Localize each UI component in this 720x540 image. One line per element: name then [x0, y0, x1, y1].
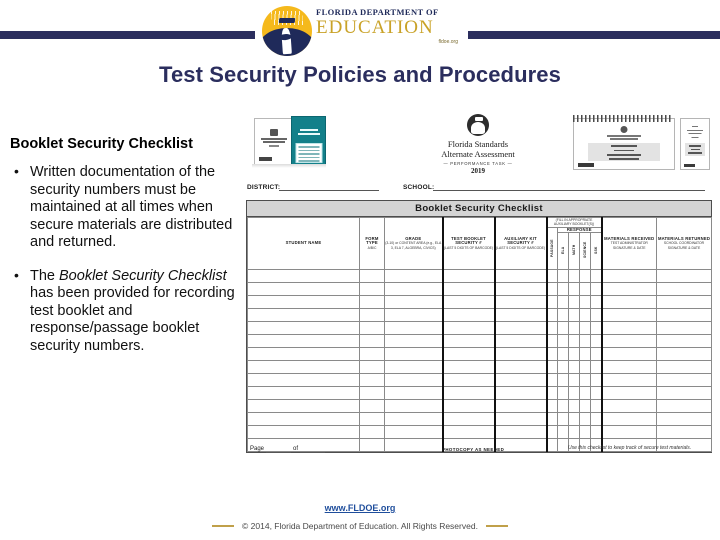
table-cell[interactable] [248, 412, 360, 425]
checklist-grid [247, 217, 712, 452]
table-cell[interactable] [558, 308, 569, 321]
col-materials-returned: MATERIALS RETURNED SCHOOL COORDINATOR SIGNATURE & DATE [657, 218, 712, 270]
col-form-type: FORM TYPE A/B/C [360, 218, 385, 270]
table-cell[interactable] [602, 399, 657, 412]
table-cell[interactable] [602, 295, 657, 308]
table-cell[interactable] [657, 347, 712, 360]
table-cell[interactable] [443, 295, 495, 308]
col-response-ela: ELA [558, 233, 569, 269]
table-cell[interactable] [657, 399, 712, 412]
table-cell[interactable] [569, 425, 580, 438]
fldoe-website-link[interactable]: www.FLDOE.org [324, 503, 396, 513]
table-cell[interactable] [657, 425, 712, 438]
table-cell[interactable] [385, 321, 443, 334]
table-cell[interactable] [360, 399, 385, 412]
table-cell[interactable] [602, 373, 657, 386]
logo-line-2: EDUCATION [316, 17, 434, 38]
table-cell[interactable] [248, 334, 360, 347]
table-cell[interactable] [547, 412, 558, 425]
table-cell[interactable] [580, 386, 591, 399]
table-cell[interactable] [443, 334, 495, 347]
table-cell[interactable] [558, 321, 569, 334]
table-cell[interactable] [443, 399, 495, 412]
table-cell[interactable] [248, 386, 360, 399]
table-row[interactable] [248, 269, 712, 282]
table-cell[interactable] [591, 295, 602, 308]
col-passage: PASSAGE [547, 227, 558, 269]
table-cell[interactable] [443, 412, 495, 425]
bullet-text-1: Written documentation of the security numbers must be maintained at all times when secure materials are distributed and returned. [30, 164, 233, 250]
masthead-line-1: Florida Standards [447, 139, 509, 149]
table-row[interactable] [248, 321, 712, 334]
table-cell[interactable] [602, 360, 657, 373]
table-cell[interactable] [360, 269, 385, 282]
bullet-text-2-suffix: has been provided for recording test booklet and response/passage booklet security numbers. [30, 285, 235, 354]
table-cell[interactable] [547, 295, 558, 308]
table-cell[interactable] [657, 360, 712, 373]
col-response-group: RESPONSE [558, 227, 602, 232]
table-cell[interactable] [657, 321, 712, 334]
table-cell[interactable] [360, 347, 385, 360]
table-cell[interactable] [558, 269, 569, 282]
table-cell[interactable] [591, 321, 602, 334]
table-cell[interactable] [558, 425, 569, 438]
spiral-coil [573, 115, 673, 122]
masthead-subtitle: — PERFORMANCE TASK — [443, 161, 513, 166]
table-cell[interactable] [547, 360, 558, 373]
table-cell[interactable] [569, 386, 580, 399]
table-cell[interactable] [385, 334, 443, 347]
table-cell[interactable] [657, 373, 712, 386]
table-cell[interactable] [385, 308, 443, 321]
table-row[interactable] [248, 347, 712, 360]
table-cell[interactable] [443, 425, 495, 438]
content-column [8, 136, 246, 371]
slide-footer [0, 498, 720, 531]
table-cell[interactable] [360, 295, 385, 308]
table-cell[interactable] [591, 425, 602, 438]
table-cell[interactable] [569, 412, 580, 425]
table-cell[interactable] [248, 425, 360, 438]
table-cell[interactable] [558, 347, 569, 360]
table-cell[interactable] [495, 386, 547, 399]
photocopy-note: PHOTOCOPY AS NEEDED [442, 447, 505, 452]
table-cell[interactable] [495, 360, 547, 373]
table-cell[interactable] [385, 399, 443, 412]
table-cell[interactable] [569, 399, 580, 412]
booklet-security-checklist-document [243, 112, 713, 487]
table-cell[interactable] [591, 412, 602, 425]
table-cell[interactable] [657, 282, 712, 295]
table-cell[interactable] [495, 334, 547, 347]
table-row[interactable] [248, 425, 712, 438]
table-cell[interactable] [580, 373, 591, 386]
table-cell[interactable] [443, 282, 495, 295]
usage-note: Use this checklist to keep track of secure test materials. [568, 445, 692, 451]
table-cell[interactable] [602, 386, 657, 399]
table-cell[interactable] [495, 373, 547, 386]
table-cell[interactable] [360, 412, 385, 425]
table-cell[interactable] [602, 334, 657, 347]
col-auxiliary-kit-security: AUXILIARY KIT SECURITY # (LAST 5 DIGITS OF BARCODE) [495, 218, 547, 270]
table-cell[interactable] [248, 295, 360, 308]
table-cell[interactable] [580, 360, 591, 373]
table-cell[interactable] [602, 282, 657, 295]
masthead-line-2: Alternate Assessment [441, 149, 515, 159]
table-row[interactable] [248, 386, 712, 399]
footer-dash-left [212, 525, 234, 527]
table-cell[interactable] [443, 386, 495, 399]
fldoe-logo [258, 4, 468, 58]
table-cell[interactable] [385, 373, 443, 386]
logo-wordmark [316, 7, 466, 45]
table-row[interactable] [248, 295, 712, 308]
table-cell[interactable] [580, 334, 591, 347]
table-cell[interactable] [248, 321, 360, 334]
table-cell[interactable] [580, 269, 591, 282]
table-cell[interactable] [360, 321, 385, 334]
table-cell[interactable] [248, 373, 360, 386]
table-cell[interactable] [657, 412, 712, 425]
checklist-rows [248, 269, 712, 451]
table-cell[interactable] [569, 347, 580, 360]
test-booklet-teal-image [291, 116, 326, 168]
table-cell[interactable] [495, 282, 547, 295]
table-cell[interactable] [580, 295, 591, 308]
table-cell[interactable] [547, 321, 558, 334]
table-cell[interactable] [547, 425, 558, 438]
table-cell[interactable] [360, 425, 385, 438]
table-cell[interactable] [385, 425, 443, 438]
table-cell[interactable] [360, 386, 385, 399]
table-cell[interactable] [248, 347, 360, 360]
district-school-row [243, 182, 713, 196]
table-cell[interactable] [580, 399, 591, 412]
table-cell[interactable] [591, 269, 602, 282]
response-booklet-spiral-image [573, 118, 675, 170]
table-cell[interactable] [443, 321, 495, 334]
table-row[interactable] [248, 334, 712, 347]
table-cell[interactable] [569, 360, 580, 373]
col-response-ssk: SSK [591, 233, 602, 269]
florida-doe-seal-icon [262, 6, 312, 56]
table-cell[interactable] [558, 386, 569, 399]
table-cell[interactable] [591, 373, 602, 386]
table-cell[interactable] [657, 386, 712, 399]
list-item [8, 268, 246, 356]
table-cell[interactable] [602, 425, 657, 438]
page-middle-label: of [293, 446, 299, 452]
table-cell[interactable] [580, 321, 591, 334]
masthead-seal-icon [467, 114, 489, 136]
table-cell[interactable] [547, 347, 558, 360]
table-cell[interactable] [591, 282, 602, 295]
masthead-year: 2019 [471, 167, 485, 175]
bullet-text-2-prefix: The [30, 267, 60, 284]
table-cell[interactable] [443, 373, 495, 386]
table-cell[interactable] [591, 334, 602, 347]
table-cell[interactable] [547, 282, 558, 295]
table-cell[interactable] [248, 282, 360, 295]
table-cell[interactable] [248, 269, 360, 282]
table-row[interactable] [248, 399, 712, 412]
school-label: SCHOOL: [403, 184, 435, 191]
table-cell[interactable] [569, 373, 580, 386]
test-booklet-white-image [254, 118, 294, 168]
bullet-text-2-italic: Booklet Security Checklist [59, 267, 227, 284]
district-blank-line[interactable] [279, 182, 379, 191]
table-row[interactable] [248, 360, 712, 373]
table-cell[interactable] [657, 269, 712, 282]
table-cell[interactable] [495, 295, 547, 308]
booklet-shadow [252, 164, 326, 168]
table-cell[interactable] [591, 308, 602, 321]
page-title: Test Security Policies and Procedures [159, 62, 561, 87]
document-masthead-row [243, 112, 713, 180]
table-cell[interactable] [443, 347, 495, 360]
table-cell[interactable] [495, 269, 547, 282]
table-cell[interactable] [558, 412, 569, 425]
table-cell[interactable] [580, 308, 591, 321]
table-title: Booklet Security Checklist [247, 201, 711, 217]
table-cell[interactable] [602, 347, 657, 360]
col-grade-content-area: GRADE (3-10) or CONTENT AREA (e.g., ELA 3, ELA 7, ALGEBRA, CIVICS) [385, 218, 443, 270]
table-cell[interactable] [580, 347, 591, 360]
table-cell[interactable] [569, 321, 580, 334]
table-cell[interactable] [443, 360, 495, 373]
district-label: DISTRICT: [247, 184, 281, 191]
header-rule-right [468, 31, 720, 39]
copyright-row [0, 521, 720, 531]
col-auxiliary-booklets-group: (FILL IN APPROPRIATE AUXILIARY BOOKLET(S)) [547, 218, 602, 228]
table-cell[interactable] [360, 373, 385, 386]
table-cell[interactable] [580, 425, 591, 438]
table-cell[interactable] [443, 269, 495, 282]
table-cell[interactable] [591, 360, 602, 373]
table-cell[interactable] [591, 347, 602, 360]
table-cell[interactable] [602, 321, 657, 334]
table-cell[interactable] [495, 399, 547, 412]
table-cell[interactable] [547, 386, 558, 399]
table-cell[interactable] [385, 295, 443, 308]
table-cell[interactable] [248, 360, 360, 373]
table-cell[interactable] [360, 282, 385, 295]
table-cell[interactable] [558, 295, 569, 308]
table-cell[interactable] [248, 399, 360, 412]
logo-line-1: FLORIDA DEPARTMENT OF [316, 7, 439, 17]
footer-dash-right [486, 525, 508, 527]
school-blank-line[interactable] [433, 182, 705, 191]
table-cell[interactable] [569, 308, 580, 321]
table-cell[interactable] [547, 269, 558, 282]
col-response-math: MATH [569, 233, 580, 269]
table-cell[interactable] [569, 269, 580, 282]
table-cell[interactable] [385, 269, 443, 282]
table-cell[interactable] [495, 347, 547, 360]
logo-line-3: fldoe.org [438, 39, 458, 45]
table-cell[interactable] [558, 399, 569, 412]
copyright-text: © 2014, Florida Department of Education. All Rights Reserved. [242, 521, 478, 531]
table-cell[interactable] [248, 308, 360, 321]
checklist-table [246, 200, 712, 453]
table-cell[interactable] [569, 282, 580, 295]
section-heading: Booklet Security Checklist [10, 136, 193, 152]
table-cell[interactable] [385, 282, 443, 295]
document-masthead [408, 114, 548, 175]
header-rule-left [0, 31, 255, 39]
col-materials-received: MATERIALS RECEIVED TEST ADMINISTRATOR SIGNATURE & DATE [602, 218, 657, 270]
bullet-list [8, 164, 246, 355]
table-cell[interactable] [580, 282, 591, 295]
table-cell[interactable] [385, 386, 443, 399]
table-cell[interactable] [547, 399, 558, 412]
table-row[interactable] [248, 282, 712, 295]
table-cell[interactable] [558, 334, 569, 347]
table-cell[interactable] [495, 425, 547, 438]
table-cell[interactable] [495, 412, 547, 425]
col-student-name: STUDENT NAME [248, 218, 360, 270]
table-cell[interactable] [657, 295, 712, 308]
table-cell[interactable] [657, 308, 712, 321]
table-cell[interactable] [569, 295, 580, 308]
table-row[interactable] [248, 412, 712, 425]
table-cell[interactable] [591, 386, 602, 399]
table-cell[interactable] [569, 334, 580, 347]
table-row[interactable] [248, 373, 712, 386]
col-response-science: SCIENCE [580, 233, 591, 269]
table-cell[interactable] [385, 412, 443, 425]
auxiliary-booklet-small-image [680, 118, 710, 170]
table-cell[interactable] [602, 308, 657, 321]
table-cell[interactable] [385, 347, 443, 360]
table-cell[interactable] [360, 334, 385, 347]
table-cell[interactable] [602, 412, 657, 425]
page-prefix-label: Page [250, 446, 265, 452]
table-cell[interactable] [443, 308, 495, 321]
table-cell[interactable] [547, 373, 558, 386]
table-cell[interactable] [558, 360, 569, 373]
page-number-note [250, 446, 325, 452]
table-cell[interactable] [580, 412, 591, 425]
list-item [8, 164, 246, 252]
table-cell[interactable] [495, 308, 547, 321]
slide-header [0, 0, 720, 62]
table-cell[interactable] [558, 282, 569, 295]
document-notes [246, 444, 710, 470]
table-cell[interactable] [547, 308, 558, 321]
table-cell[interactable] [360, 308, 385, 321]
table-cell[interactable] [547, 334, 558, 347]
table-cell[interactable] [558, 373, 569, 386]
table-cell[interactable] [602, 269, 657, 282]
table-cell[interactable] [385, 360, 443, 373]
table-cell[interactable] [657, 334, 712, 347]
col-test-booklet-security: TEST BOOKLET SECURITY # (LAST 5 DIGITS OF BARCODE) [443, 218, 495, 270]
table-cell[interactable] [495, 321, 547, 334]
table-row[interactable] [248, 308, 712, 321]
table-cell[interactable] [360, 360, 385, 373]
table-cell[interactable] [591, 399, 602, 412]
